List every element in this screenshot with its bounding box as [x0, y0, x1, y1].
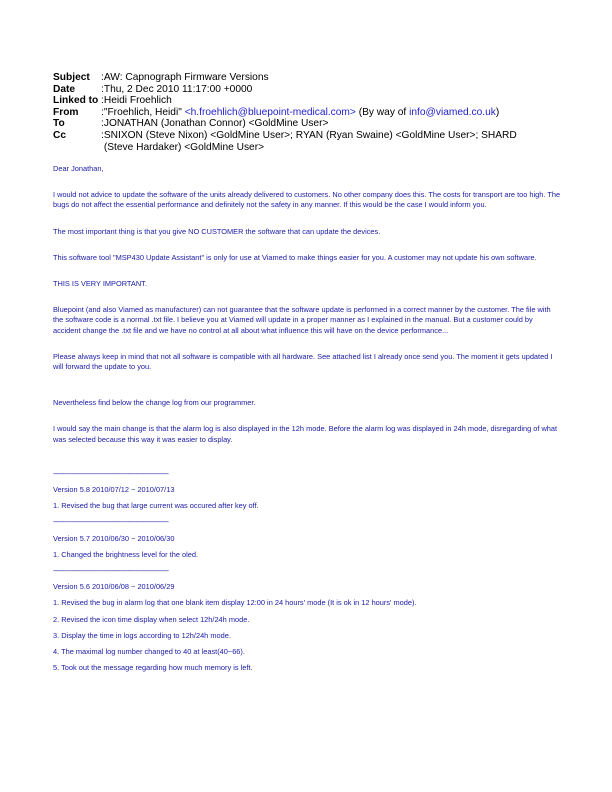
version-5-6-item-4: 4. The maximal log number changed to 40 at least(40~66).: [53, 647, 245, 657]
separator-line: --------------------------------------------------------------: [53, 468, 169, 478]
subject-row: [53, 72, 551, 84]
paragraph-no-customer-software: The most important thing is that you give NO CUSTOMER the software that can update the devices.: [53, 226, 381, 236]
from-row: [53, 107, 551, 119]
version-5-7-item-1: 1. Changed the brightness level for the oled.: [53, 549, 199, 559]
paragraph-update-assistant: This software tool "MSP430 Update Assistant" is only for use at Viamed to make things easier for you. A customer may not update his own software.: [53, 252, 537, 262]
from-value: :"Froehlich, Heidi" <h.froehlich@bluepoint-medical.com> (By way of info@viamed.co.uk): [101, 106, 500, 118]
paragraph-very-important: THIS IS VERY IMPORTANT.: [53, 279, 147, 289]
linked-to-label: Linked to: [53, 95, 99, 107]
date-row: [53, 84, 551, 96]
separator-line: --------------------------------------------------------------: [53, 566, 169, 576]
version-5-6-item-1: 1. Revised the bug in alarm log that one blank item display 12:00 in 24 hours' mode (It is ok in 12 hours' mode).: [53, 598, 417, 608]
email-body: [53, 164, 561, 673]
to-label: To: [53, 118, 65, 130]
paragraph-main-change: I would say the main change is that the alarm log is also displayed in the 12h mode. Before the alarm log was displayed in 24h mode, disregarding of what was selected because this way it was easier to display.: [53, 424, 558, 444]
subject-value: :AW: Capnograph Firmware Versions: [101, 72, 269, 83]
linked-to-value: :Heidi Froehlich: [101, 95, 172, 107]
cc-value: :SNIXON (Steve Nixon) <GoldMine User>; RYAN (Ryan Swaine) <GoldMine User>; SHARD (Steve Hardaker) <GoldMine User>: [101, 129, 517, 153]
version-5-6-item-5: 5. Took out the message regarding how much memory is left.: [53, 663, 253, 673]
to-row: [53, 118, 551, 130]
email-header: [53, 72, 551, 153]
version-5-6-title: Version 5.6 2010/06/08 ~ 2010/06/29: [53, 582, 175, 592]
from-email-link[interactable]: <h.froehlich@bluepoint-medical.com>: [184, 106, 356, 118]
paragraph-compatibility: Please always keep in mind that not all software is compatible with all hardware. See attached list I already once send you. The moment it gets updated I will forward the update to you.: [53, 351, 553, 372]
from-label: From: [53, 106, 79, 118]
date-value: :Thu, 2 Dec 2010 11:17:00 +0000: [101, 83, 253, 95]
to-value: :JONATHAN (Jonathan Connor) <GoldMine User>: [101, 118, 329, 130]
version-5-8-title: Version 5.8 2010/07/12 ~ 2010/07/13: [53, 485, 175, 495]
separator-line: --------------------------------------------------------------: [53, 517, 169, 527]
date-label: Date: [53, 83, 76, 95]
paragraph-no-guarantee: Bluepoint (and also Viamed as manufacturer) can not guarantee that the software update is performed in a correct manner by the customer. The file with the software code is a normal .txt file. I believe you at Viamed will update in a proper manner as I explained in the manual. But a customer could by accident change the .txt file and we have no control at all about what influence this will have on the device performance...: [53, 305, 551, 335]
linked-to-row: [53, 95, 551, 107]
paragraph-change-log-intro: Nevertheless find below the change log from our programmer.: [53, 398, 256, 408]
greeting: Dear Jonathan,: [53, 164, 104, 173]
version-5-6-item-3: 3. Display the time in logs according to 12h/24h mode.: [53, 630, 231, 640]
cc-label: Cc: [53, 129, 67, 141]
subject-label: Subject: [53, 72, 90, 83]
version-5-6-item-2: 2. Revised the icon time display when select 12h/24h mode.: [53, 614, 250, 624]
paragraph-no-update-advice: I would not advice to update the software of the units already delivered to customers. No other company does this. The costs for transport are too high. The bugs do not affect the essential performance and definitely not the safety in any manner. If this would be the case I would inform you.: [53, 190, 561, 210]
via-email-link[interactable]: info@viamed.co.uk: [409, 106, 496, 118]
cc-row: [53, 130, 551, 153]
version-5-7-title: Version 5.7 2010/06/30 ~ 2010/06/30: [53, 533, 175, 543]
version-5-8-item-1: 1. Revised the bug that large current was occured after key off.: [53, 501, 259, 511]
